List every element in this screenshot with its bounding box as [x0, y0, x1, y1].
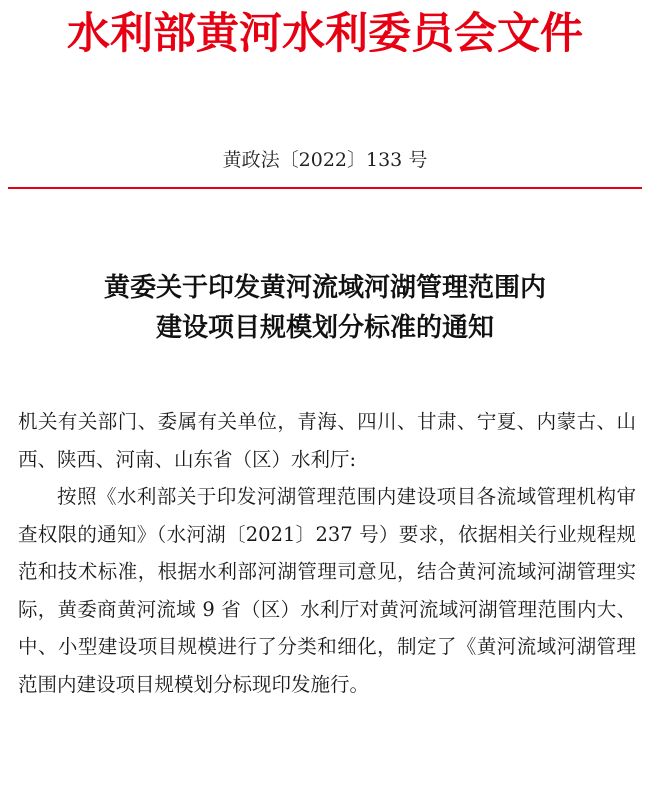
document-number: 黄政法〔2022〕133 号: [222, 149, 428, 171]
org-header-title: 水利部黄河水利委员会文件: [67, 9, 583, 59]
document-title: [0, 268, 650, 348]
title-line-2: 建设项目规模划分标准的通知: [155, 313, 494, 343]
title-line-1: 黄委关于印发黄河流域河湖管理范围内: [103, 273, 546, 303]
body-paragraph-1: 按照《水利部关于印发河湖管理范围内建设项目各流域管理机构审查权限的通知》（水河湖〔2021〕237 号）要求，依据相关行业规程规范和技术标准，根据水利部河湖管理司意见，结合黄河流域河湖管理实际，黄委商黄河流域 9 省（区）水利厅对黄河流域河湖管理范围内大、中、小型建设项目规模进行了分类和细化，制定了《黄河流域河湖管理范围内建设项目规模划分标现印发施行。: [18, 485, 636, 696]
red-divider-line: [8, 187, 642, 189]
addressee-paragraph: 机关有关部门、委属有关单位，青海、四川、甘肃、宁夏、内蒙古、山西、陕西、河南、山东省（区）水利厅:: [18, 410, 636, 471]
document-body: [18, 403, 636, 703]
